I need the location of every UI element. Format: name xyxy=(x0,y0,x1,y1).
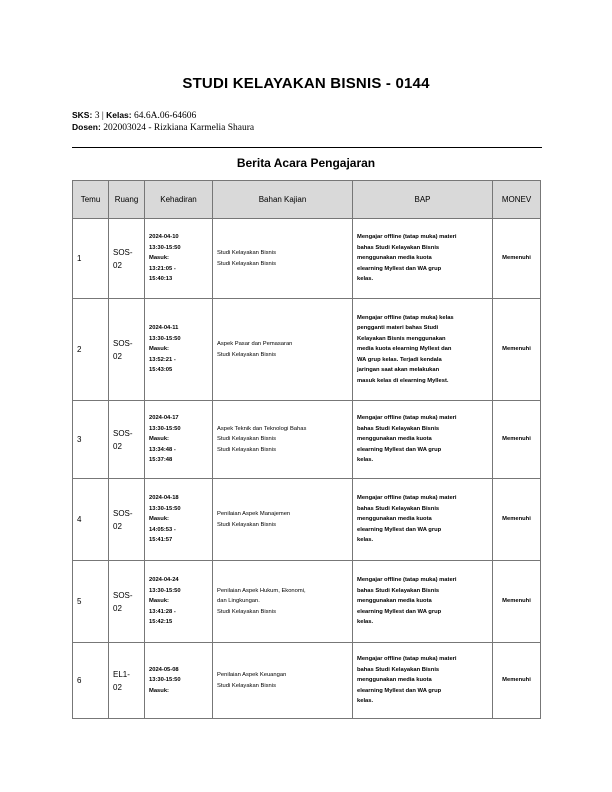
cell-bahan-kajian-line: Studi Kelayakan Bisnis xyxy=(217,250,276,256)
column-header-bap: BAP xyxy=(353,181,493,219)
cell-bap xyxy=(353,401,493,479)
cell-bahan-kajian-line: Studi Kelayakan Bisnis xyxy=(217,446,276,453)
table-row xyxy=(73,299,541,401)
cell-kehadiran-line: Masuk: xyxy=(149,687,169,694)
cell-bap xyxy=(353,643,493,719)
cell-ruang-line: 02 xyxy=(113,260,122,270)
cell-temu: 6 xyxy=(73,643,109,719)
header-divider xyxy=(72,147,542,148)
cell-bap-line: pengganti materi bahas Studi xyxy=(357,325,439,332)
cell-bap-line: Mengajar offline (tatap muka) materi xyxy=(357,656,457,663)
cell-ruang xyxy=(109,561,145,643)
cell-monev: Memenuhi xyxy=(493,479,541,561)
sks-label: SKS: xyxy=(72,110,93,120)
cell-bahan-kajian-line: Penilaian Aspek Keuangan xyxy=(217,672,287,678)
cell-kehadiran-line: Masuk: xyxy=(149,598,169,605)
cell-kehadiran-line: Masuk: xyxy=(149,516,169,523)
cell-ruang-line: 02 xyxy=(113,603,122,613)
cell-bap-line: elearning Myllest dan WA grup xyxy=(357,687,442,694)
cell-kehadiran xyxy=(145,401,213,479)
cell-bap-line: elearning Myllest dan WA grup xyxy=(357,608,442,615)
table-row xyxy=(73,401,541,479)
cell-bap-line: bahas Studi Kelayakan Bisnis xyxy=(357,425,440,432)
cell-monev: Memenuhi xyxy=(493,299,541,401)
cell-bap-line: elearning Myllest dan WA grup xyxy=(357,526,442,533)
cell-bap-line: kelas. xyxy=(357,537,374,544)
cell-bap-line: Kelayakan Bisnis menggunakan xyxy=(357,335,446,342)
cell-bap-line: bahas Studi Kelayakan Bisnis xyxy=(357,244,440,251)
cell-bap-line: bahas Studi Kelayakan Bisnis xyxy=(357,587,440,594)
cell-kehadiran xyxy=(145,561,213,643)
cell-kehadiran-line: 2024-05-08 xyxy=(149,666,179,673)
cell-ruang-line: 02 xyxy=(113,682,122,692)
cell-bap-line: elearning Myllest dan WA grup xyxy=(357,265,442,272)
cell-bahan-kajian xyxy=(213,219,353,299)
cell-kehadiran-line: 2024-04-11 xyxy=(149,325,179,332)
lecturer-line xyxy=(72,122,254,133)
cell-monev: Memenuhi xyxy=(493,643,541,719)
cell-bap xyxy=(353,479,493,561)
kelas-value: 64.6A.06-64606 xyxy=(133,111,197,121)
cell-bap-line: menggunakan media kuota xyxy=(357,516,432,523)
cell-bahan-kajian-line: Studi Kelayakan Bisnis xyxy=(217,608,276,615)
cell-bahan-kajian-line: Penilaian Aspek Manajemen xyxy=(217,511,291,517)
cell-bap xyxy=(353,219,493,299)
cell-monev: Memenuhi xyxy=(493,561,541,643)
cell-bap-line: Mengajar offline (tatap muka) materi xyxy=(357,234,457,241)
cell-kehadiran-line: 15:42:15 xyxy=(149,619,173,626)
cell-bap-line: menggunakan media kuota xyxy=(357,598,432,605)
teaching-record-table xyxy=(72,180,541,719)
cell-ruang xyxy=(109,219,145,299)
column-header-bahan-kajian: Bahan Kajian xyxy=(213,181,353,219)
cell-ruang-line: SOS- xyxy=(113,247,133,257)
cell-kehadiran xyxy=(145,299,213,401)
cell-bap-line: Mengajar offline (tatap muka) materi xyxy=(357,577,457,584)
cell-bahan-kajian-line: dan Lingkungan. xyxy=(217,598,260,605)
cell-bap-line: Mengajar offline (tatap muka) kelas xyxy=(357,314,454,321)
cell-kehadiran xyxy=(145,479,213,561)
column-header-ruang: Ruang xyxy=(109,181,145,219)
cell-kehadiran-line: 2024-04-24 xyxy=(149,577,179,584)
cell-bahan-kajian-line: Studi Kelayakan Bisnis xyxy=(217,521,276,528)
cell-bahan-kajian xyxy=(213,401,353,479)
cell-kehadiran-line: 13:30-15:50 xyxy=(149,587,181,594)
cell-kehadiran-line: Masuk: xyxy=(149,436,169,443)
cell-bahan-kajian-line: Studi Kelayakan Bisnis xyxy=(217,682,276,689)
cell-bap-line: menggunakan media kuota xyxy=(357,255,432,262)
cell-bahan-kajian xyxy=(213,643,353,719)
dosen-value: 202003024 - Rizkiana Karmelia Shaura xyxy=(103,123,255,133)
table-row xyxy=(73,219,541,299)
kelas-label: Kelas: xyxy=(106,110,132,120)
cell-kehadiran-line: 15:40:13 xyxy=(149,276,173,283)
cell-ruang xyxy=(109,299,145,401)
cell-bap-line: bahas Studi Kelayakan Bisnis xyxy=(357,505,440,512)
cell-bahan-kajian-line: Aspek Pasar dan Pemasaran xyxy=(217,341,293,347)
cell-bap-line: WA grup kelas. Terjadi kendala xyxy=(357,356,442,363)
cell-kehadiran-line: 14:05:53 - xyxy=(149,526,176,533)
cell-ruang xyxy=(109,401,145,479)
cell-kehadiran-line: 13:30-15:50 xyxy=(149,505,181,512)
cell-kehadiran-line: 13:34:48 - xyxy=(149,446,176,453)
cell-monev: Memenuhi xyxy=(493,219,541,299)
cell-bap-line: bahas Studi Kelayakan Bisnis xyxy=(357,666,440,673)
cell-kehadiran-line: 13:41:28 - xyxy=(149,608,176,615)
cell-ruang-line: 02 xyxy=(113,521,122,531)
cell-temu: 1 xyxy=(73,219,109,299)
table-row xyxy=(73,561,541,643)
cell-kehadiran-line: 13:21:05 - xyxy=(149,265,176,272)
cell-kehadiran-line: 15:37:48 xyxy=(149,457,173,464)
cell-bahan-kajian xyxy=(213,299,353,401)
cell-ruang-line: 02 xyxy=(113,351,122,361)
table-header-row xyxy=(73,181,541,219)
cell-kehadiran-line: 13:30-15:50 xyxy=(149,244,181,251)
cell-bap-line: menggunakan media kuota xyxy=(357,677,432,684)
column-header-temu: Temu xyxy=(73,181,109,219)
cell-kehadiran-line: 15:41:57 xyxy=(149,537,173,544)
cell-bahan-kajian-line: Aspek Teknik dan Teknologi Bahas xyxy=(217,425,307,432)
cell-kehadiran-line: 13:52:21 - xyxy=(149,356,176,363)
cell-kehadiran-line: 15:43:05 xyxy=(149,367,173,374)
cell-bap xyxy=(353,299,493,401)
cell-temu: 5 xyxy=(73,561,109,643)
cell-ruang-line: SOS- xyxy=(113,428,133,438)
document-title: STUDI KELAYAKAN BISNIS - 0144 xyxy=(182,75,430,92)
cell-bap-line: jaringan saat akan melakukan xyxy=(357,367,440,374)
cell-ruang xyxy=(109,479,145,561)
cell-ruang-line: 02 xyxy=(113,441,122,451)
cell-kehadiran-line: 13:30-15:50 xyxy=(149,335,181,342)
cell-kehadiran-line: 2024-04-17 xyxy=(149,415,179,422)
column-header-kehadiran: Kehadiran xyxy=(145,181,213,219)
cell-bahan-kajian-line: Studi Kelayakan Bisnis xyxy=(217,351,276,358)
cell-bap-line: kelas. xyxy=(357,457,374,464)
cell-ruang-line: SOS- xyxy=(113,508,133,518)
course-meta-line xyxy=(72,110,196,121)
cell-kehadiran-line: 2024-04-10 xyxy=(149,234,179,241)
cell-temu: 3 xyxy=(73,401,109,479)
cell-ruang-line: EL1- xyxy=(113,669,130,679)
cell-bap-line: media kuota elearning Myllest dan xyxy=(357,346,452,353)
cell-ruang-line: SOS- xyxy=(113,338,133,348)
cell-bap-line: kelas. xyxy=(357,276,374,283)
cell-bahan-kajian xyxy=(213,561,353,643)
table-row xyxy=(73,479,541,561)
column-header-monev: MONEV xyxy=(493,181,541,219)
cell-bahan-kajian-line: Penilaian Aspek Hukum, Ekonomi, xyxy=(217,587,306,594)
cell-bap-line: masuk kelas di elearning Myllest. xyxy=(357,377,449,384)
cell-bap-line: menggunakan media kuota xyxy=(357,436,432,443)
cell-bap xyxy=(353,561,493,643)
cell-kehadiran xyxy=(145,643,213,719)
cell-bap-line: Mengajar offline (tatap muka) materi xyxy=(357,415,457,422)
cell-temu: 4 xyxy=(73,479,109,561)
cell-kehadiran xyxy=(145,219,213,299)
cell-kehadiran-line: Masuk: xyxy=(149,346,169,353)
dosen-label: Dosen: xyxy=(72,122,101,132)
table-row xyxy=(73,643,541,719)
sks-value: 3 xyxy=(94,111,100,121)
meta-separator: | xyxy=(101,111,104,121)
section-title: Berita Acara Pengajaran xyxy=(236,156,376,170)
cell-bahan-kajian xyxy=(213,479,353,561)
cell-temu: 2 xyxy=(73,299,109,401)
cell-ruang-line: SOS- xyxy=(113,590,133,600)
cell-bap-line: kelas. xyxy=(357,619,374,626)
cell-kehadiran-line: 2024-04-18 xyxy=(149,495,179,502)
cell-bahan-kajian-line: Studi Kelayakan Bisnis xyxy=(217,436,276,443)
cell-bap-line: elearning Myllest dan WA grup xyxy=(357,446,442,453)
cell-bahan-kajian-line: Studi Kelayakan Bisnis xyxy=(217,260,276,267)
cell-ruang xyxy=(109,643,145,719)
cell-kehadiran-line: 13:30-15:50 xyxy=(149,425,181,432)
cell-monev: Memenuhi xyxy=(493,401,541,479)
cell-bap-line: Mengajar offline (tatap muka) materi xyxy=(357,495,457,502)
cell-kehadiran-line: Masuk: xyxy=(149,255,169,262)
cell-kehadiran-line: 13:30-15:50 xyxy=(149,677,181,684)
cell-bap-line: kelas. xyxy=(357,698,374,705)
